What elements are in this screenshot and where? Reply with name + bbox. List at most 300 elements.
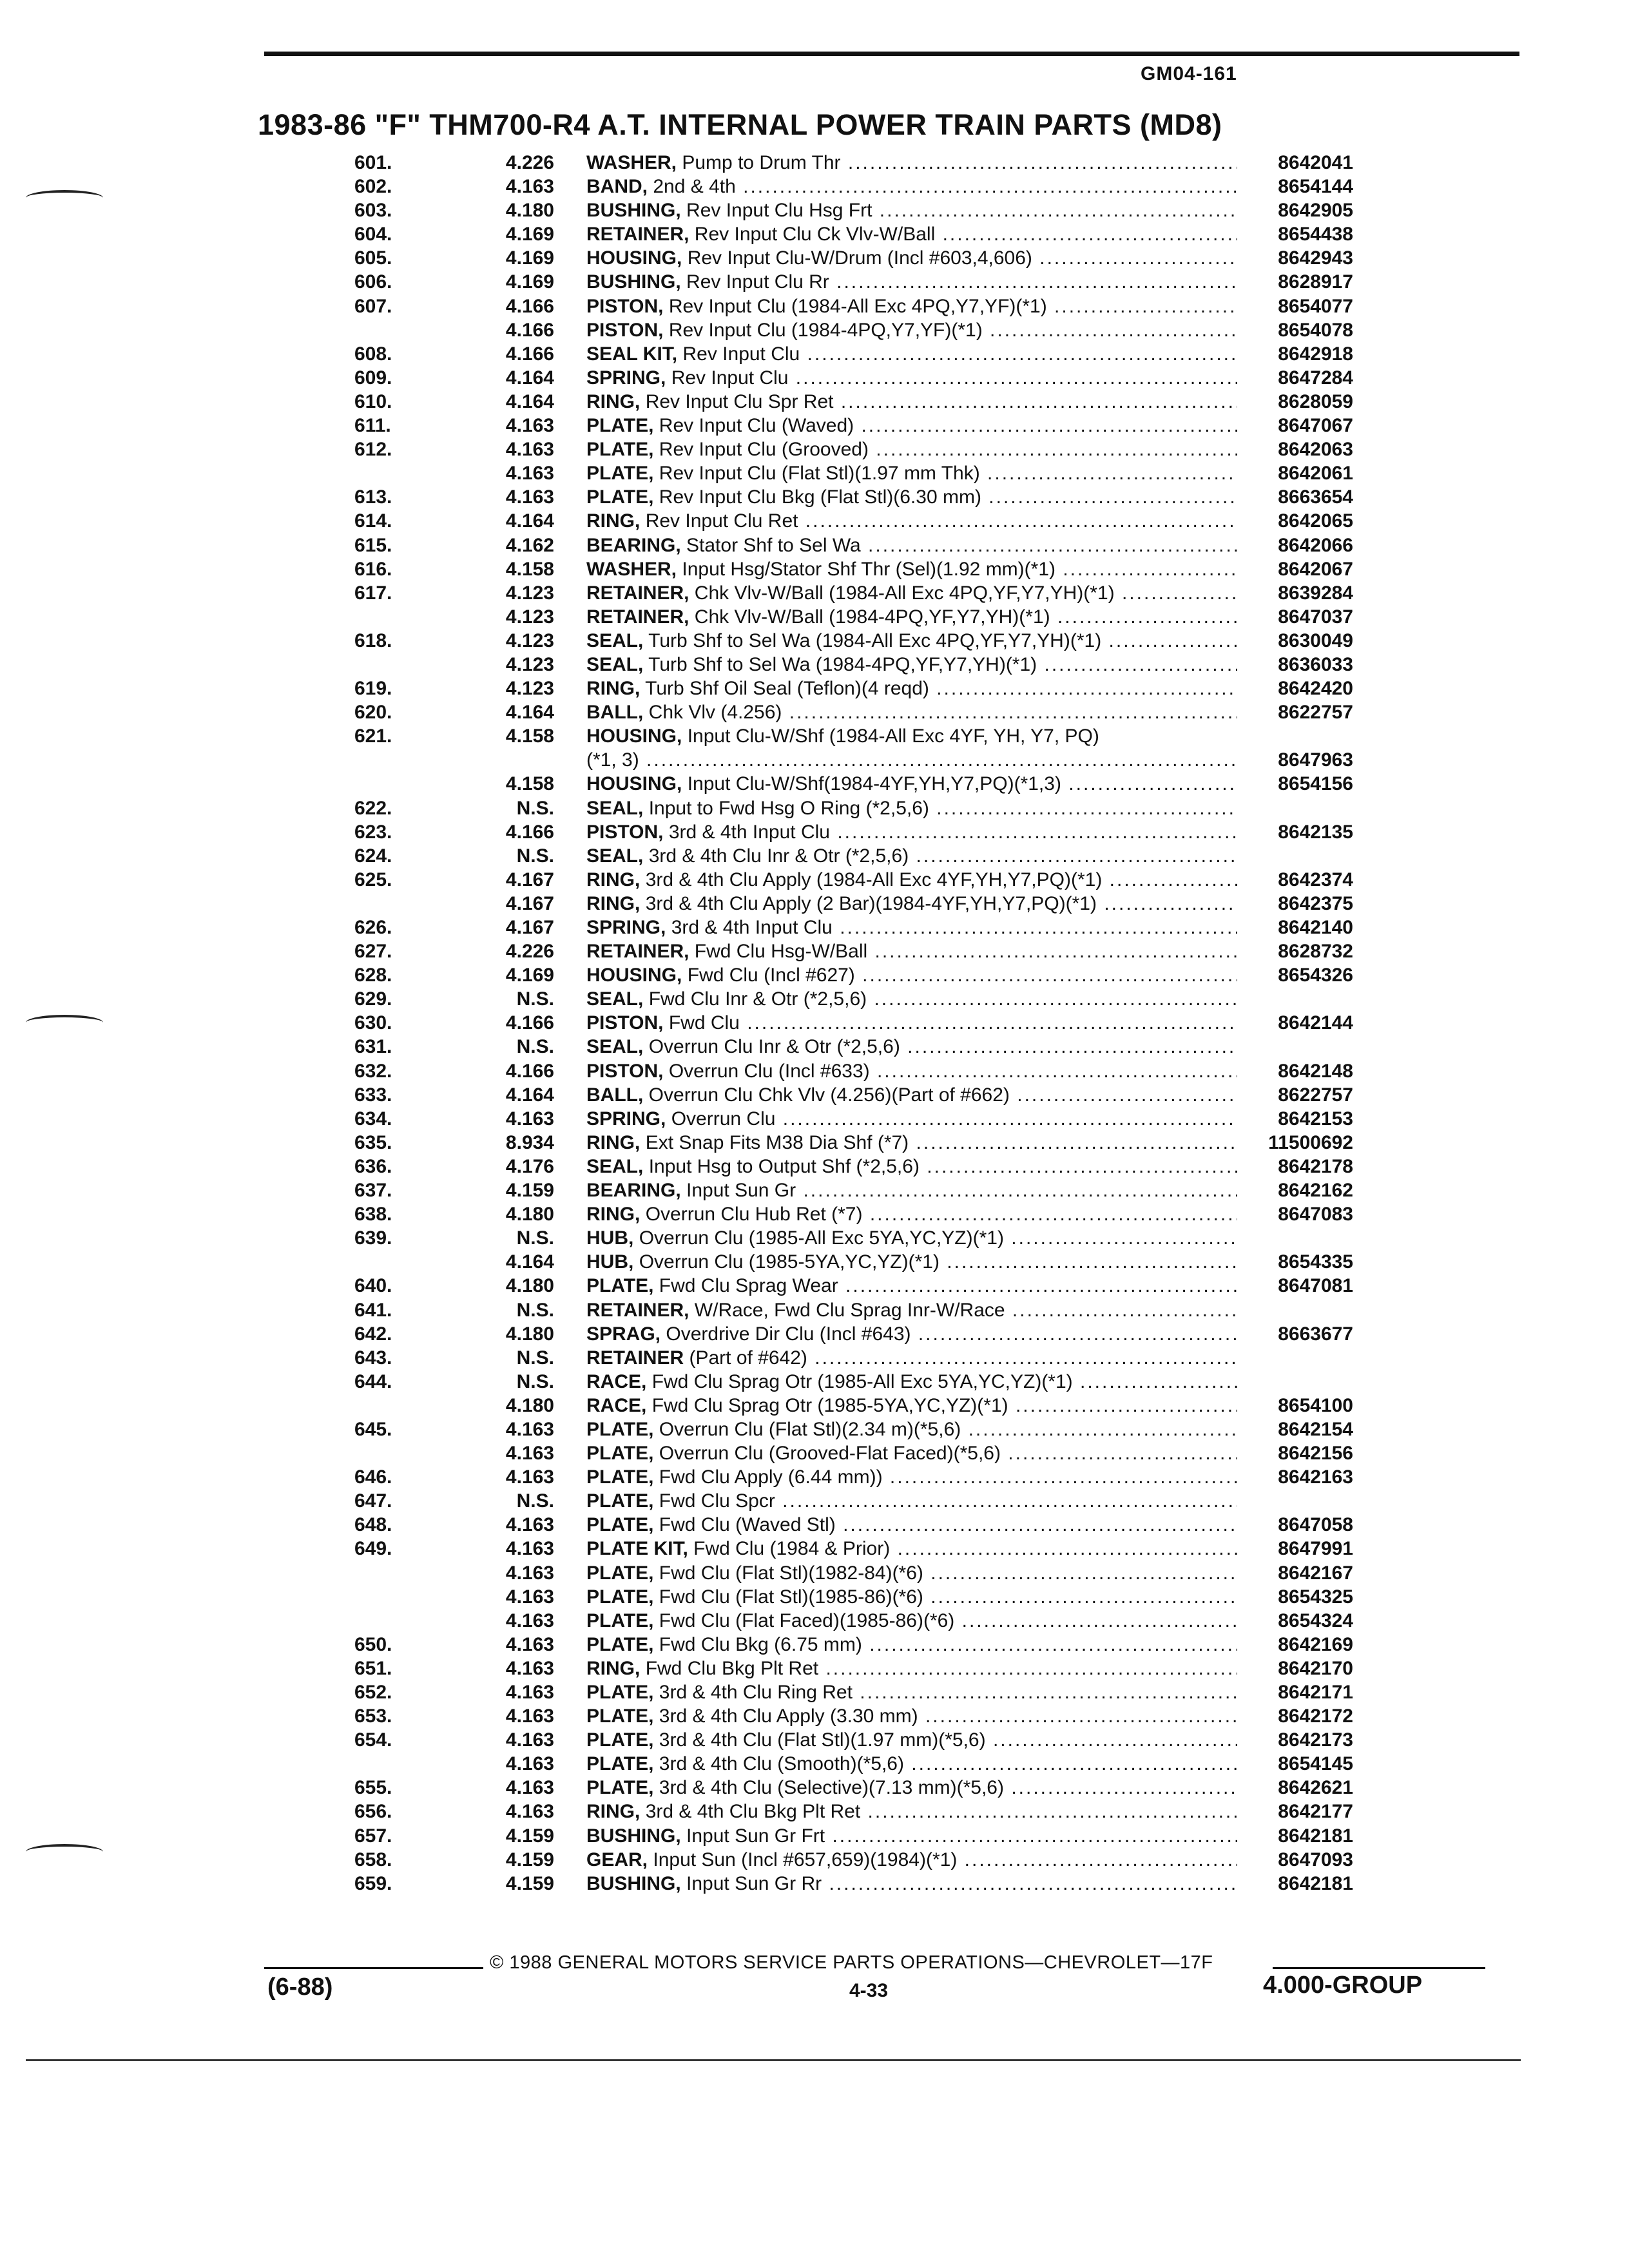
list-item bbox=[0, 461, 1629, 485]
part-detail: 3rd & 4th Clu Apply (3.30 mm) bbox=[659, 1706, 918, 1727]
part-number: 8654145 bbox=[1278, 1753, 1353, 1775]
list-item bbox=[0, 1035, 1629, 1059]
part-description bbox=[586, 1609, 1237, 1633]
group-code: 4.159 bbox=[505, 1872, 554, 1894]
document-id: GM04-161 bbox=[1141, 63, 1237, 84]
group-code: 4.163 bbox=[505, 1657, 554, 1679]
part-name: BUSHING, bbox=[586, 1872, 681, 1894]
part-number: 8647058 bbox=[1278, 1514, 1353, 1536]
part-description bbox=[586, 246, 1237, 270]
group-code: 4.226 bbox=[505, 152, 554, 173]
part-number: 8663677 bbox=[1278, 1323, 1353, 1345]
group-code: 4.163 bbox=[505, 1538, 554, 1560]
list-item bbox=[0, 485, 1629, 509]
group-code: 4.164 bbox=[505, 390, 554, 412]
list-item bbox=[0, 1633, 1629, 1657]
ref-number: 610. bbox=[354, 390, 392, 412]
list-item bbox=[0, 1322, 1629, 1346]
part-detail: Overrun Clu Hub Ret (*7) bbox=[645, 1204, 863, 1225]
list-item bbox=[0, 1848, 1629, 1872]
part-number: 8642171 bbox=[1278, 1682, 1353, 1703]
group-code: 4.163 bbox=[505, 1682, 554, 1703]
part-detail: Input Clu-W/Shf(1984-4YF,YH,Y7,PQ)(*1,3) bbox=[687, 773, 1061, 795]
part-description bbox=[586, 414, 1237, 437]
list-item bbox=[0, 1776, 1629, 1800]
group-code: 4.166 bbox=[505, 821, 554, 843]
part-description bbox=[586, 1728, 1237, 1752]
ref-number: 624. bbox=[354, 845, 392, 867]
list-item bbox=[0, 987, 1629, 1011]
part-number: 8642621 bbox=[1278, 1777, 1353, 1799]
part-detail: Overrun Clu (1985-All Exc 5YA,YC,YZ)(*1) bbox=[639, 1227, 1004, 1249]
part-detail: Rev Input Clu Rr bbox=[686, 271, 829, 293]
part-name: PLATE, bbox=[586, 1682, 654, 1703]
part-number: 8642170 bbox=[1278, 1657, 1353, 1679]
group-code: N.S. bbox=[516, 1227, 554, 1249]
part-description bbox=[586, 868, 1237, 892]
part-description bbox=[586, 820, 1237, 844]
parts-list bbox=[0, 151, 1629, 1896]
part-description bbox=[586, 1107, 1237, 1131]
part-detail: Fwd Clu Spcr bbox=[659, 1490, 775, 1512]
part-name: PLATE, bbox=[586, 1490, 654, 1512]
part-number: 8647037 bbox=[1278, 606, 1353, 628]
list-item bbox=[0, 294, 1629, 318]
ref-number: 628. bbox=[354, 965, 392, 986]
group-code: N.S. bbox=[516, 1347, 554, 1369]
part-description bbox=[586, 294, 1237, 318]
part-detail: Rev Input Clu-W/Drum (Incl #603,4,606) bbox=[687, 247, 1032, 269]
footer-rule-right bbox=[1273, 1967, 1485, 1969]
ref-number: 647. bbox=[354, 1490, 392, 1512]
part-name: PLATE, bbox=[586, 1729, 654, 1751]
part-description bbox=[586, 987, 1237, 1011]
group-code: 4.176 bbox=[505, 1155, 554, 1177]
part-number: 8630049 bbox=[1278, 629, 1353, 651]
group-code: 4.159 bbox=[505, 1825, 554, 1847]
list-item bbox=[0, 151, 1629, 175]
ref-number: 659. bbox=[354, 1872, 392, 1894]
part-description bbox=[586, 533, 1237, 557]
ref-number: 605. bbox=[354, 247, 392, 269]
part-description bbox=[586, 1752, 1237, 1776]
part-name: SPRING, bbox=[586, 1108, 666, 1129]
part-number: 8654335 bbox=[1278, 1251, 1353, 1273]
part-number: 8642066 bbox=[1278, 534, 1353, 556]
part-name: PLATE, bbox=[586, 1777, 654, 1799]
part-number: 8647284 bbox=[1278, 367, 1353, 389]
part-description bbox=[586, 318, 1237, 342]
part-name: WASHER, bbox=[586, 152, 677, 173]
part-detail: Turb Shf Oil Seal (Teflon)(4 reqd) bbox=[645, 678, 929, 700]
part-detail: 3rd & 4th Clu Apply (2 Bar)(1984-4YF,YH,Y7,PQ)(*1) bbox=[645, 892, 1097, 914]
part-number: 8639284 bbox=[1278, 582, 1353, 604]
part-number: 8622757 bbox=[1278, 702, 1353, 724]
group-code: N.S. bbox=[516, 1036, 554, 1058]
part-description bbox=[586, 1537, 1237, 1561]
part-name: RING, bbox=[586, 1204, 641, 1225]
part-number: 8642918 bbox=[1278, 343, 1353, 365]
part-name: HOUSING, bbox=[586, 773, 682, 795]
list-item bbox=[0, 892, 1629, 916]
group-code: N.S. bbox=[516, 1370, 554, 1392]
ref-number: 612. bbox=[354, 439, 392, 461]
list-item bbox=[0, 1178, 1629, 1202]
part-name: BALL, bbox=[586, 1084, 644, 1106]
part-name: BUSHING, bbox=[586, 200, 681, 222]
group-code: N.S. bbox=[516, 1299, 554, 1321]
revision-date: (6-88) bbox=[267, 1974, 333, 2001]
part-name: PISTON, bbox=[586, 821, 664, 843]
part-detail: Ext Snap Fits M38 Dia Shf (*7) bbox=[645, 1131, 909, 1153]
part-number: 8647963 bbox=[1278, 749, 1353, 771]
part-description bbox=[586, 677, 1237, 700]
part-description bbox=[586, 1011, 1237, 1035]
part-detail: Input Clu-W/Shf (1984-All Exc 4YF, YH, Y7, PQ) bbox=[687, 726, 1099, 747]
part-detail: Input Sun Gr Rr bbox=[686, 1872, 822, 1894]
group-code: 4.169 bbox=[505, 247, 554, 269]
part-detail: Rev Input Clu Spr Ret bbox=[645, 390, 834, 412]
list-item bbox=[0, 796, 1629, 820]
list-item bbox=[0, 222, 1629, 246]
ref-number: 639. bbox=[354, 1227, 392, 1249]
part-detail: 3rd & 4th Input Clu bbox=[671, 917, 833, 938]
group-code: 4.123 bbox=[505, 653, 554, 675]
part-number: 8642154 bbox=[1278, 1418, 1353, 1440]
part-description bbox=[586, 796, 1237, 820]
group-code: 4.162 bbox=[505, 534, 554, 556]
ref-number: 617. bbox=[354, 582, 392, 604]
part-number: 8654100 bbox=[1278, 1394, 1353, 1416]
list-item bbox=[0, 198, 1629, 222]
part-name: RING, bbox=[586, 892, 641, 914]
part-name: SEAL KIT, bbox=[586, 343, 678, 365]
part-description bbox=[586, 461, 1237, 485]
part-number: 8642943 bbox=[1278, 247, 1353, 269]
part-detail: Overrun Clu Chk Vlv (4.256)(Part of #662) bbox=[648, 1084, 1010, 1106]
ref-number: 601. bbox=[354, 152, 392, 173]
page-number: 4-33 bbox=[849, 1980, 889, 2001]
list-item bbox=[0, 677, 1629, 700]
part-detail: 3rd & 4th Clu Apply (1984-All Exc 4YF,YH,Y7,PQ)(*1) bbox=[645, 869, 1103, 890]
list-item bbox=[0, 1107, 1629, 1131]
part-description bbox=[586, 1155, 1237, 1178]
part-detail: 3rd & 4th Clu (Flat Stl)(1.97 mm)(*5,6) bbox=[659, 1729, 986, 1751]
part-description bbox=[586, 1178, 1237, 1202]
part-detail: Fwd Clu (Flat Stl)(1982-84)(*6) bbox=[659, 1562, 923, 1584]
group-code: 4.158 bbox=[505, 558, 554, 580]
part-name: PLATE, bbox=[586, 1610, 654, 1631]
part-description bbox=[586, 1202, 1237, 1226]
list-item bbox=[0, 1513, 1629, 1537]
part-description bbox=[586, 581, 1237, 605]
group-code: 4.163 bbox=[505, 1777, 554, 1799]
list-item bbox=[0, 1728, 1629, 1752]
part-name: PLATE KIT, bbox=[586, 1538, 688, 1560]
part-description bbox=[586, 1800, 1237, 1823]
part-number: 8642374 bbox=[1278, 869, 1353, 890]
part-description bbox=[586, 605, 1237, 629]
part-name: HOUSING, bbox=[586, 726, 682, 747]
part-description bbox=[586, 1824, 1237, 1848]
ref-number: 652. bbox=[354, 1682, 392, 1703]
part-number: 8654325 bbox=[1278, 1586, 1353, 1608]
group-code: 4.163 bbox=[505, 1562, 554, 1584]
part-number: 8642162 bbox=[1278, 1180, 1353, 1202]
list-item bbox=[0, 1059, 1629, 1083]
part-name: RING, bbox=[586, 869, 641, 890]
part-description bbox=[586, 963, 1237, 987]
list-item bbox=[0, 1537, 1629, 1561]
ref-number: 608. bbox=[354, 343, 392, 365]
group-code: 4.166 bbox=[505, 295, 554, 317]
list-item bbox=[0, 1704, 1629, 1728]
ref-number: 613. bbox=[354, 486, 392, 508]
part-name: SEAL, bbox=[586, 1036, 644, 1058]
list-item bbox=[0, 963, 1629, 987]
ref-number: 657. bbox=[354, 1825, 392, 1847]
part-number: 8654156 bbox=[1278, 773, 1353, 795]
part-description bbox=[586, 1848, 1237, 1872]
group-code: 4.180 bbox=[505, 200, 554, 222]
list-item bbox=[0, 1465, 1629, 1489]
part-name: SEAL, bbox=[586, 629, 644, 651]
part-number: 8628059 bbox=[1278, 390, 1353, 412]
ref-number: 655. bbox=[354, 1777, 392, 1799]
list-item bbox=[0, 844, 1629, 868]
group-code: 4.163 bbox=[505, 1753, 554, 1775]
list-item bbox=[0, 342, 1629, 366]
part-number: 8654077 bbox=[1278, 295, 1353, 317]
part-detail: Overrun Clu bbox=[671, 1108, 776, 1129]
part-number: 8642181 bbox=[1278, 1825, 1353, 1847]
ref-number: 656. bbox=[354, 1801, 392, 1823]
part-number: 8642156 bbox=[1278, 1443, 1353, 1465]
ref-number: 604. bbox=[354, 224, 392, 245]
group-code: 4.163 bbox=[505, 1418, 554, 1440]
part-detail: (Part of #642) bbox=[689, 1347, 807, 1369]
part-name: HUB, bbox=[586, 1251, 634, 1273]
ref-number: 609. bbox=[354, 367, 392, 389]
part-detail: Rev Input Clu (Flat Stl)(1.97 mm Thk) bbox=[659, 463, 980, 485]
group-code: 4.163 bbox=[505, 1586, 554, 1608]
part-detail: Input to Fwd Hsg O Ring (*2,5,6) bbox=[648, 797, 929, 819]
part-description bbox=[586, 892, 1237, 916]
bottom-rule bbox=[26, 2059, 1521, 2061]
part-number: 8642144 bbox=[1278, 1012, 1353, 1034]
group-code: 4.166 bbox=[505, 1012, 554, 1034]
part-description bbox=[586, 1489, 1237, 1513]
part-name: BUSHING, bbox=[586, 271, 681, 293]
group-code: 4.180 bbox=[505, 1204, 554, 1225]
part-name: RACE, bbox=[586, 1394, 647, 1416]
part-number: 8642169 bbox=[1278, 1633, 1353, 1655]
part-name: PLATE, bbox=[586, 439, 654, 461]
part-number: 8654144 bbox=[1278, 176, 1353, 198]
list-item bbox=[0, 390, 1629, 414]
part-number: 8642173 bbox=[1278, 1729, 1353, 1751]
list-item bbox=[0, 581, 1629, 605]
part-detail: Rev Input Clu Bkg (Flat Stl)(6.30 mm) bbox=[659, 486, 981, 508]
list-item bbox=[0, 1657, 1629, 1680]
list-item bbox=[0, 1680, 1629, 1704]
part-number: 8642420 bbox=[1278, 678, 1353, 700]
part-detail: W/Race, Fwd Clu Sprag Inr-W/Race bbox=[694, 1299, 1005, 1321]
part-name: PLATE, bbox=[586, 1562, 654, 1584]
part-number: 8654438 bbox=[1278, 224, 1353, 245]
part-description bbox=[586, 1657, 1237, 1680]
part-description bbox=[586, 1083, 1237, 1107]
part-name: RETAINER, bbox=[586, 941, 689, 963]
group-code: 4.164 bbox=[505, 510, 554, 532]
ref-number: 606. bbox=[354, 271, 392, 293]
part-name: HOUSING, bbox=[586, 247, 682, 269]
part-description bbox=[586, 772, 1237, 796]
ref-number: 615. bbox=[354, 534, 392, 556]
ref-number: 643. bbox=[354, 1347, 392, 1369]
part-detail: Chk Vlv-W/Ball (1984-All Exc 4PQ,YF,Y7,YH)(*1) bbox=[694, 582, 1115, 604]
part-number: 8642041 bbox=[1278, 152, 1353, 173]
ref-number: 630. bbox=[354, 1012, 392, 1034]
list-item bbox=[0, 629, 1629, 653]
part-detail: Fwd Clu Bkg (6.75 mm) bbox=[659, 1633, 862, 1655]
group-code: 4.163 bbox=[505, 1610, 554, 1631]
part-description bbox=[586, 222, 1237, 246]
part-name: PLATE, bbox=[586, 415, 654, 437]
part-detail: Overrun Clu (1985-5YA,YC,YZ)(*1) bbox=[639, 1251, 940, 1273]
part-description bbox=[586, 151, 1237, 175]
part-detail: 3rd & 4th Input Clu bbox=[668, 821, 830, 843]
part-name: BALL, bbox=[586, 702, 644, 724]
part-number: 8642148 bbox=[1278, 1060, 1353, 1082]
part-detail: Rev Input Clu (1984-All Exc 4PQ,Y7,YF)(*1) bbox=[668, 295, 1047, 317]
list-item bbox=[0, 318, 1629, 342]
ref-number: 636. bbox=[354, 1155, 392, 1177]
ref-number: 618. bbox=[354, 629, 392, 651]
part-detail: Fwd Clu (1984 & Prior) bbox=[693, 1538, 891, 1560]
group-code: 4.167 bbox=[505, 869, 554, 890]
group-code: 4.159 bbox=[505, 1180, 554, 1202]
group-code: 4.180 bbox=[505, 1275, 554, 1297]
ref-number: 629. bbox=[354, 988, 392, 1010]
ref-number: 644. bbox=[354, 1370, 392, 1392]
ref-number: 646. bbox=[354, 1466, 392, 1488]
part-number: 8647081 bbox=[1278, 1275, 1353, 1297]
list-item bbox=[0, 1370, 1629, 1394]
list-item bbox=[0, 1585, 1629, 1609]
ref-number: 633. bbox=[354, 1084, 392, 1106]
page-title: 1983-86 "F" THM700-R4 A.T. INTERNAL POWER TRAIN PARTS (MD8) bbox=[258, 108, 1222, 141]
part-detail: Chk Vlv (4.256) bbox=[648, 702, 782, 724]
part-number: 8642177 bbox=[1278, 1801, 1353, 1823]
ref-number: 614. bbox=[354, 510, 392, 532]
part-detail: Fwd Clu Sprag Wear bbox=[659, 1275, 838, 1297]
part-detail: Overrun Clu (Flat Stl)(2.34 m)(*5,6) bbox=[659, 1418, 961, 1440]
part-name: RETAINER bbox=[586, 1347, 684, 1369]
part-name: SEAL, bbox=[586, 653, 644, 675]
part-description bbox=[586, 1035, 1237, 1059]
ref-number: 625. bbox=[354, 869, 392, 890]
part-description bbox=[586, 1274, 1237, 1298]
group-code: 4.158 bbox=[505, 726, 554, 747]
part-description bbox=[586, 342, 1237, 366]
list-item bbox=[0, 1202, 1629, 1226]
part-name: HUB, bbox=[586, 1227, 634, 1249]
ref-number: 611. bbox=[354, 415, 391, 437]
ref-number: 603. bbox=[354, 200, 392, 222]
part-name: PLATE, bbox=[586, 1514, 654, 1536]
group-code: 4.163 bbox=[505, 415, 554, 437]
part-name: SEAL, bbox=[586, 1155, 644, 1177]
part-description bbox=[586, 1465, 1237, 1489]
part-name: RETAINER, bbox=[586, 1299, 689, 1321]
group-code: 4.164 bbox=[505, 702, 554, 724]
part-number: 8647083 bbox=[1278, 1204, 1353, 1225]
part-description bbox=[586, 1633, 1237, 1657]
ref-number: 634. bbox=[354, 1108, 392, 1129]
group-code: 4.123 bbox=[505, 606, 554, 628]
list-item bbox=[0, 724, 1629, 748]
ref-number: 640. bbox=[354, 1275, 392, 1297]
part-detail: Overrun Clu Inr & Otr (*2,5,6) bbox=[648, 1036, 900, 1058]
part-name: PISTON, bbox=[586, 295, 664, 317]
list-item bbox=[0, 246, 1629, 270]
part-detail: Fwd Clu Hsg-W/Ball bbox=[694, 941, 868, 963]
list-item bbox=[0, 1011, 1629, 1035]
group-code: 4.180 bbox=[505, 1323, 554, 1345]
list-item bbox=[0, 414, 1629, 437]
part-description bbox=[586, 1059, 1237, 1083]
part-description bbox=[586, 1680, 1237, 1704]
part-description bbox=[586, 748, 1237, 772]
part-description bbox=[586, 390, 1237, 414]
part-name: RETAINER, bbox=[586, 582, 689, 604]
part-name: RETAINER, bbox=[586, 606, 689, 628]
list-item bbox=[0, 1752, 1629, 1776]
part-number: 8636033 bbox=[1278, 653, 1353, 675]
group-code: N.S. bbox=[516, 988, 554, 1010]
part-name: RING, bbox=[586, 510, 641, 532]
list-item bbox=[0, 1250, 1629, 1274]
part-description bbox=[586, 1226, 1237, 1250]
group-code: 4.163 bbox=[505, 1466, 554, 1488]
part-description bbox=[586, 1298, 1237, 1322]
ref-number: 641. bbox=[354, 1299, 392, 1321]
part-name: BEARING, bbox=[586, 534, 681, 556]
part-name: SPRING, bbox=[586, 917, 666, 938]
group-code: 4.166 bbox=[505, 343, 554, 365]
part-name: RACE, bbox=[586, 1370, 647, 1392]
ref-number: 616. bbox=[354, 558, 392, 580]
list-item bbox=[0, 175, 1629, 198]
group-code: 4.163 bbox=[505, 1729, 554, 1751]
ref-number: 602. bbox=[354, 176, 392, 198]
part-number: 8647093 bbox=[1278, 1849, 1353, 1870]
group-code: 4.123 bbox=[505, 582, 554, 604]
part-description bbox=[586, 1441, 1237, 1465]
group-code: 4.163 bbox=[505, 1108, 554, 1129]
part-number: 8642167 bbox=[1278, 1562, 1353, 1584]
ref-number: 648. bbox=[354, 1514, 392, 1536]
ref-number: 645. bbox=[354, 1418, 392, 1440]
ref-number: 622. bbox=[354, 797, 392, 819]
group-code: 4.123 bbox=[505, 629, 554, 651]
group-code: 4.169 bbox=[505, 224, 554, 245]
part-detail: 3rd & 4th Clu Ring Ret bbox=[659, 1682, 853, 1703]
part-number: 8628732 bbox=[1278, 941, 1353, 963]
part-detail: Chk Vlv-W/Ball (1984-4PQ,YF,Y7,YH)(*1) bbox=[694, 606, 1050, 628]
part-name: PISTON, bbox=[586, 1012, 664, 1034]
